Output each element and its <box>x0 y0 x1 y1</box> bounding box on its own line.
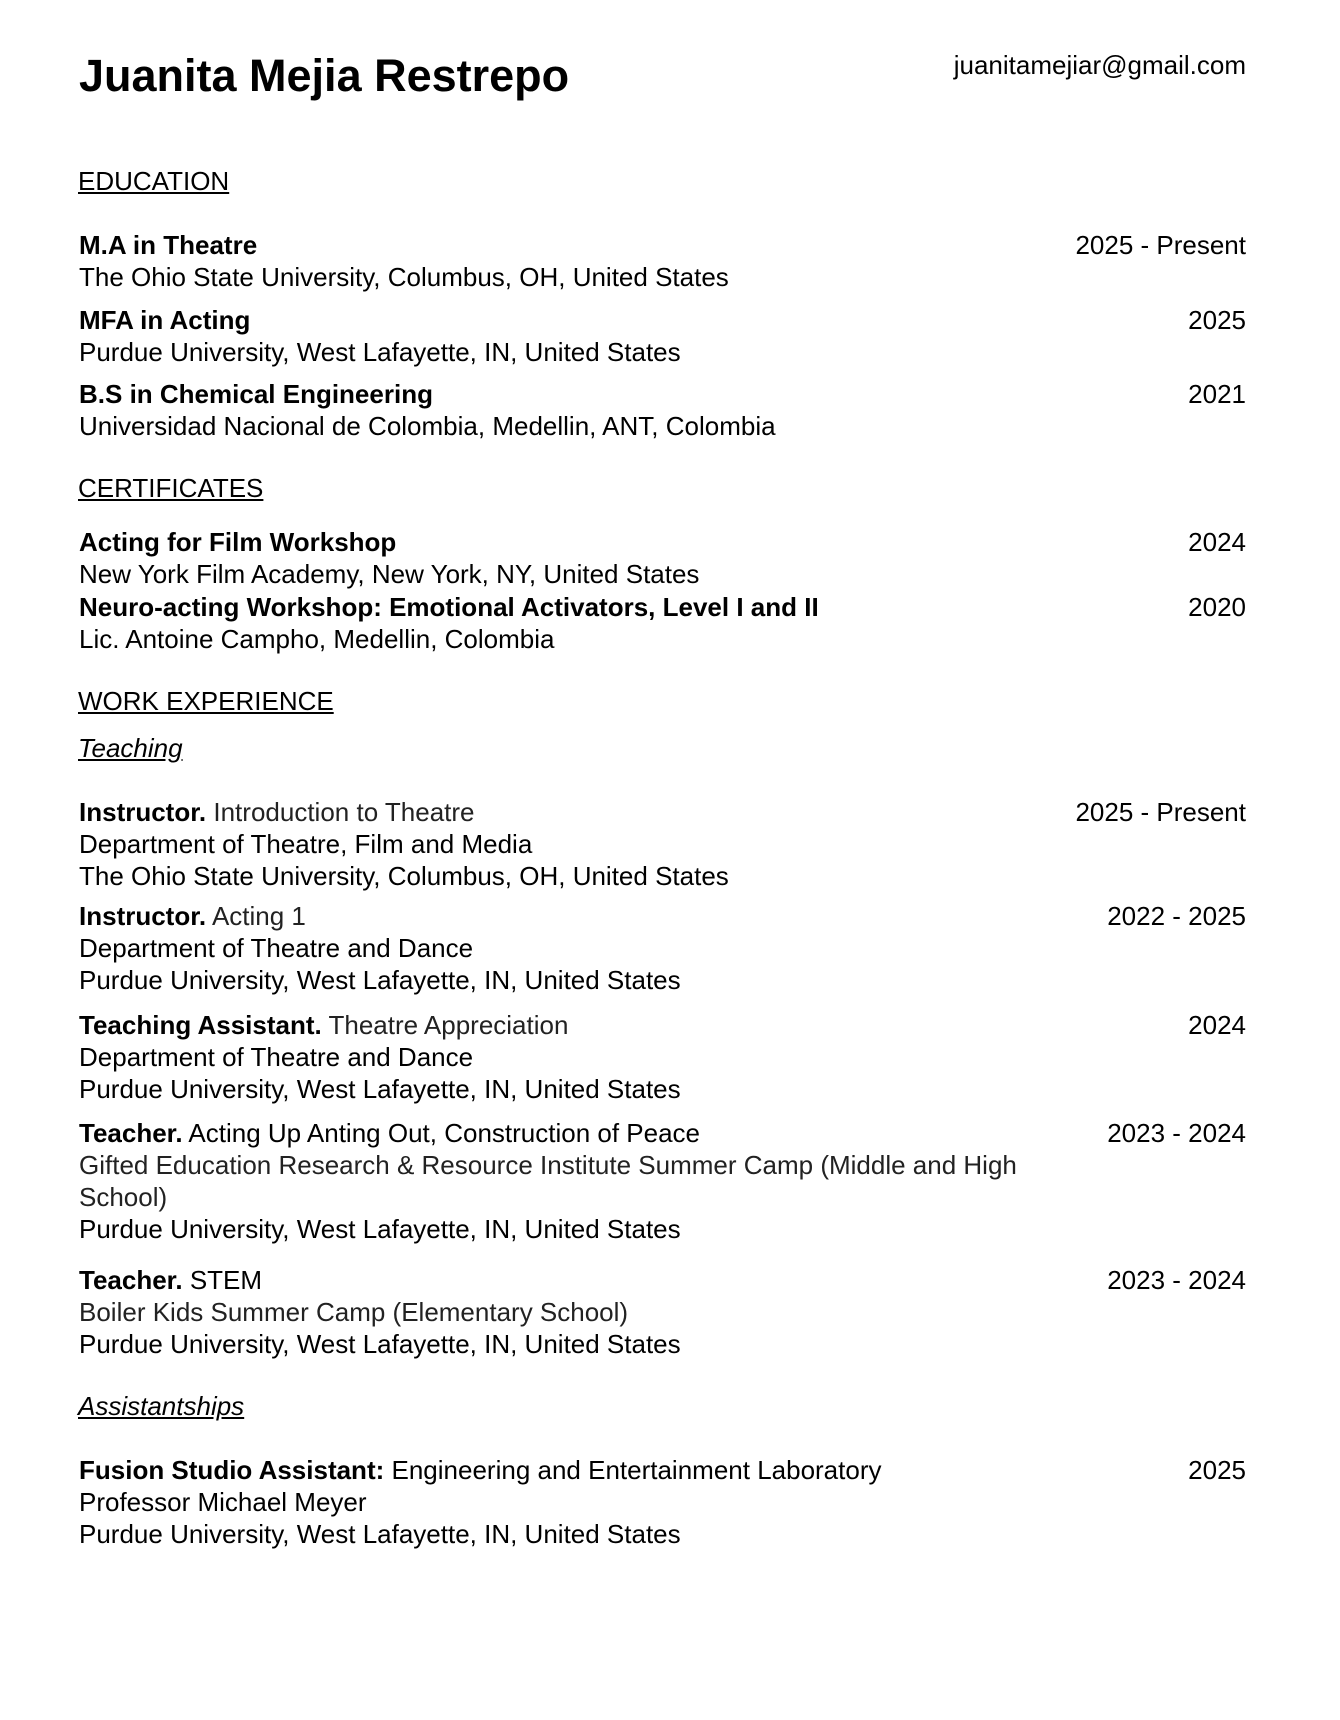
course-name: Engineering and Entertainment Laboratory <box>391 1455 882 1485</box>
school-location: The Ohio State University, Columbus, OH, United States <box>79 262 729 292</box>
course-name: Introduction to Theatre <box>213 797 475 827</box>
school-location: Universidad Nacional de Colombia, Medellin, ANT, Colombia <box>79 411 776 441</box>
entry-date: 2025 - Present <box>1075 230 1246 260</box>
institution: Purdue University, West Lafayette, IN, United States <box>79 1214 681 1244</box>
teaching-entry <box>79 1117 1246 1245</box>
course-name: Theatre Appreciation <box>328 1010 569 1040</box>
role-title: Instructor. <box>79 797 207 827</box>
resume-name: Juanita Mejia Restrepo <box>79 50 570 101</box>
teaching-subheading: Teaching <box>78 733 183 763</box>
entry-date: 2020 <box>1188 592 1246 622</box>
course-name: Acting Up Anting Out, Construction of Peace <box>188 1118 701 1148</box>
department: Department of Theatre and Dance <box>79 933 474 963</box>
department: Department of Theatre, Film and Media <box>79 829 533 859</box>
school-location: Purdue University, West Lafayette, IN, United States <box>79 337 681 367</box>
assistantships-subheading: Assistantships <box>78 1391 245 1421</box>
entry-date: 2023 - 2024 <box>1107 1118 1246 1148</box>
degree-title: MFA in Acting <box>79 305 251 335</box>
entry-date: 2024 <box>1188 527 1246 557</box>
certificate-org: Lic. Antoine Campho, Medellin, Colombia <box>79 624 555 654</box>
email-address[interactable]: juanitamejiar@gmail.com <box>953 50 1246 80</box>
entry-date: 2025 - Present <box>1075 797 1246 827</box>
education-entry <box>79 378 1246 442</box>
degree-title: M.A in Theatre <box>79 230 258 260</box>
education-heading: EDUCATION <box>78 166 230 196</box>
supervisor: Professor Michael Meyer <box>79 1487 367 1517</box>
certificate-entry <box>79 526 1246 590</box>
role-title: Teacher. <box>79 1265 183 1295</box>
certificate-title: Neuro-acting Workshop: Emotional Activators, Level I and II <box>79 592 819 622</box>
course-name: Acting 1 <box>211 901 306 931</box>
certificate-entry <box>79 591 1246 655</box>
institution: Purdue University, West Lafayette, IN, United States <box>79 1329 681 1359</box>
department: Department of Theatre and Dance <box>79 1042 474 1072</box>
education-entry <box>79 304 1246 368</box>
entry-date: 2023 - 2024 <box>1107 1265 1246 1295</box>
certificates-heading: CERTIFICATES <box>78 473 264 503</box>
role-title: Instructor. <box>79 901 207 931</box>
entry-date: 2025 <box>1188 1455 1246 1485</box>
certificate-org: New York Film Academy, New York, NY, United States <box>79 559 700 589</box>
certificate-title: Acting for Film Workshop <box>79 527 397 557</box>
role-title: Fusion Studio Assistant: <box>79 1455 385 1485</box>
institution: Purdue University, West Lafayette, IN, United States <box>79 1519 681 1549</box>
teaching-entry <box>79 1009 1246 1105</box>
role-title: Teacher. <box>79 1118 183 1148</box>
degree-title: B.S in Chemical Engineering <box>79 379 433 409</box>
institution: The Ohio State University, Columbus, OH, United States <box>79 861 729 891</box>
entry-date: 2025 <box>1188 305 1246 335</box>
program-name: Boiler Kids Summer Camp (Elementary School) <box>79 1297 629 1327</box>
entry-date: 2022 - 2025 <box>1107 901 1246 931</box>
teaching-entry <box>79 796 1246 892</box>
program-name: Gifted Education Research & Resource Institute Summer Camp (Middle and High School) <box>79 1150 1017 1212</box>
institution: Purdue University, West Lafayette, IN, United States <box>79 965 681 995</box>
role-title: Teaching Assistant. <box>79 1010 322 1040</box>
entry-date: 2021 <box>1188 379 1246 409</box>
teaching-entry <box>79 1264 1246 1360</box>
course-name: STEM <box>189 1265 263 1295</box>
assistantship-entry <box>79 1454 1246 1550</box>
entry-date: 2024 <box>1188 1010 1246 1040</box>
institution: Purdue University, West Lafayette, IN, United States <box>79 1074 681 1104</box>
education-entry <box>79 229 1246 293</box>
teaching-entry <box>79 900 1246 996</box>
work-experience-heading: WORK EXPERIENCE <box>78 686 334 716</box>
